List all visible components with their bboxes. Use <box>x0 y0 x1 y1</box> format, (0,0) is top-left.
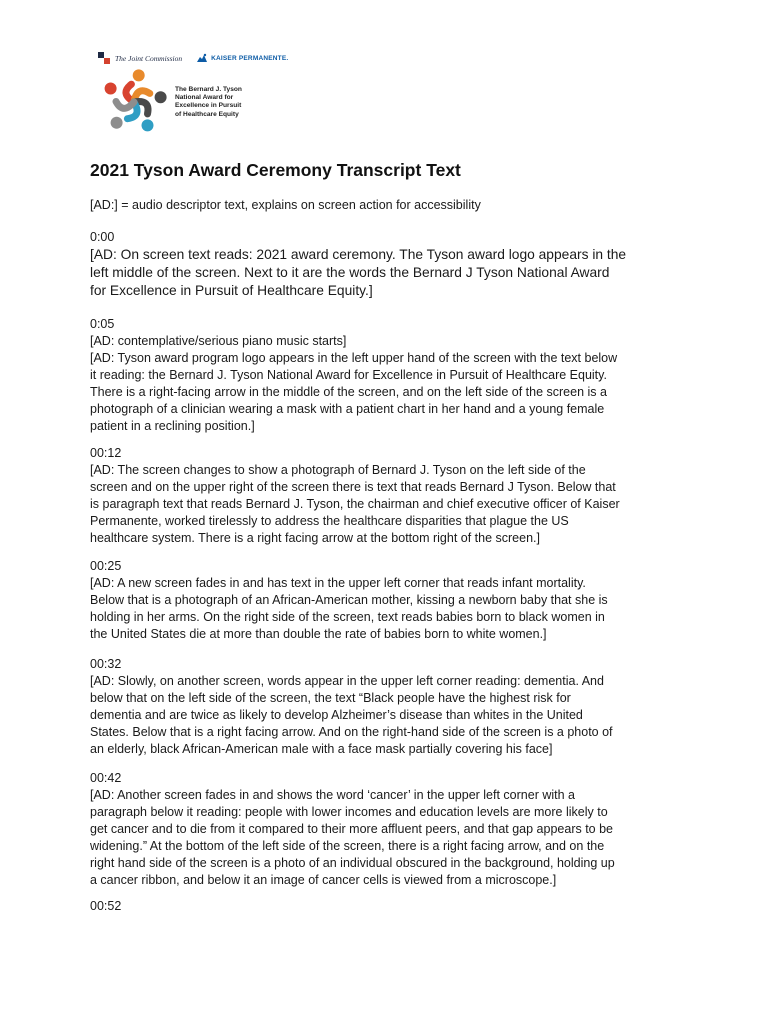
entry-line: healthcare system. There is a right facing arrow at the bottom right of the screen.] <box>90 531 540 545</box>
legend-text: [AD:] = audio descriptor text, explains on screen action for accessibility <box>90 198 481 212</box>
entry-line: patient in a reclining position.] <box>90 419 255 433</box>
kaiser-permanente-wordmark: KAISER PERMANENTE. <box>211 54 289 62</box>
award-name-line: of Healthcare Equity <box>175 110 239 118</box>
timestamp: 00:12 <box>90 446 122 460</box>
partner-logos <box>98 50 288 66</box>
award-name-line: The Bernard J. Tyson <box>175 86 242 93</box>
entry-line: an elderly, black African-American male with a face mask partially covering his face] <box>90 742 553 756</box>
entry-line: [AD: A new screen fades in and has text in the upper left corner that reads infant mortality. <box>90 576 586 590</box>
tyson-award-logo-icon <box>95 66 173 138</box>
entry-line: There is a right-facing arrow in the middle of the screen, and on the left side of the screen is a <box>90 385 607 399</box>
transcript-entry <box>90 229 680 300</box>
entry-line: holding in her arms. On the right side of the screen, text reads babies born to black women in <box>90 610 605 624</box>
timestamp: 0:00 <box>90 230 115 244</box>
figure-head <box>155 91 167 103</box>
entry-line: [AD: On screen text reads: 2021 award ceremony. The Tyson award logo appears in the <box>90 247 627 262</box>
timestamp: 00:32 <box>90 657 122 671</box>
entry-line: screen and on the upper right of the screen there is text that reads Bernard J Tyson. Below that <box>90 480 616 494</box>
figure-head <box>105 83 117 95</box>
entry-line: Below that is a photograph of an African-American mother, kissing a newborn baby that she is <box>90 593 608 607</box>
timestamp: 00:52 <box>90 899 122 913</box>
joint-commission-logo <box>98 52 182 64</box>
entry-line: paragraph below it reading: people with lower incomes and education levels are more likely to <box>90 805 608 819</box>
entry-line: left middle of the screen. Next to it are the words the Bernard J Tyson National Award <box>90 265 610 280</box>
entry-line: [AD: contemplative/serious piano music starts] <box>90 334 347 348</box>
entry-line: [AD: The screen changes to show a photograph of Bernard J. Tyson on the left side of the <box>90 463 586 477</box>
entry-line: [AD: Slowly, on another screen, words appear in the upper left corner reading: dementia. And <box>90 674 604 688</box>
entry-line: below that on the left side of the screen, the text “Black people have the highest risk for <box>90 691 571 705</box>
award-name <box>175 86 285 119</box>
entry-line: the United States die at more than double the rate of babies born to white women.] <box>90 627 547 641</box>
transcript-entry <box>90 656 680 758</box>
figure-body <box>116 102 134 109</box>
entry-line: [AD: Another screen fades in and shows the word ‘cancer’ in the upper left corner with a <box>90 788 575 802</box>
entry-line: right hand side of the screen is a photo of an individual obscured in the background, holding up <box>90 856 615 870</box>
entry-line: it reading: the Bernard J. Tyson National Award for Excellence in Pursuit of Healthcare Equity. <box>90 368 607 382</box>
entry-line: a cancer ribbon, and below it an image of cancer cells is viewed from a microscope.] <box>90 873 557 887</box>
entry-line: States. Below that is a right facing arrow. And on the right-hand side of the screen is a photo of <box>90 725 613 739</box>
document-title: 2021 Tyson Award Ceremony Transcript Text <box>90 160 461 180</box>
entry-line: is paragraph text that reads Bernard J. Tyson, the chairman and chief executive officer of Kaiser <box>90 497 620 511</box>
joint-commission-wordmark: The Joint Commission <box>115 53 183 63</box>
figure-head <box>142 119 154 131</box>
transcript-entry <box>90 316 680 435</box>
entry-line: photograph of a clinician wearing a mask with a patient chart in her hand and a young female <box>90 402 605 416</box>
award-name-line: National Award for <box>175 94 234 102</box>
transcript-entry <box>90 770 680 889</box>
figure-head <box>111 117 123 129</box>
figure-head <box>133 69 145 81</box>
joint-commission-mark-icon <box>98 52 112 64</box>
entry-line: for Excellence in Pursuit of Healthcare Equity.] <box>90 283 373 298</box>
kaiser-permanente-mark-icon <box>196 53 208 63</box>
transcript-entry <box>90 558 680 643</box>
entry-line: [AD: Tyson award program logo appears in the left upper hand of the screen with the text below <box>90 351 618 365</box>
transcript-entry <box>90 445 680 547</box>
entry-line: get cancer and to die from it compared to their more affluent peers, and that gap appears to be <box>90 822 614 836</box>
entry-line: widening.” At the bottom of the left side of the screen, there is a right facing arrow, and on the <box>90 839 605 853</box>
timestamp: 0:05 <box>90 317 115 331</box>
kaiser-permanente-logo <box>196 53 288 63</box>
entry-line: dementia and are twice as likely to develop Alzheimer’s disease than whites in the United <box>90 708 583 722</box>
award-name-line: Excellence in Pursuit <box>175 102 242 110</box>
entry-line: Permanente, worked tirelessly to address the healthcare disparities that plague the US <box>90 514 569 528</box>
transcript-entry <box>90 898 680 915</box>
timestamp: 00:25 <box>90 559 122 573</box>
timestamp: 00:42 <box>90 771 122 785</box>
